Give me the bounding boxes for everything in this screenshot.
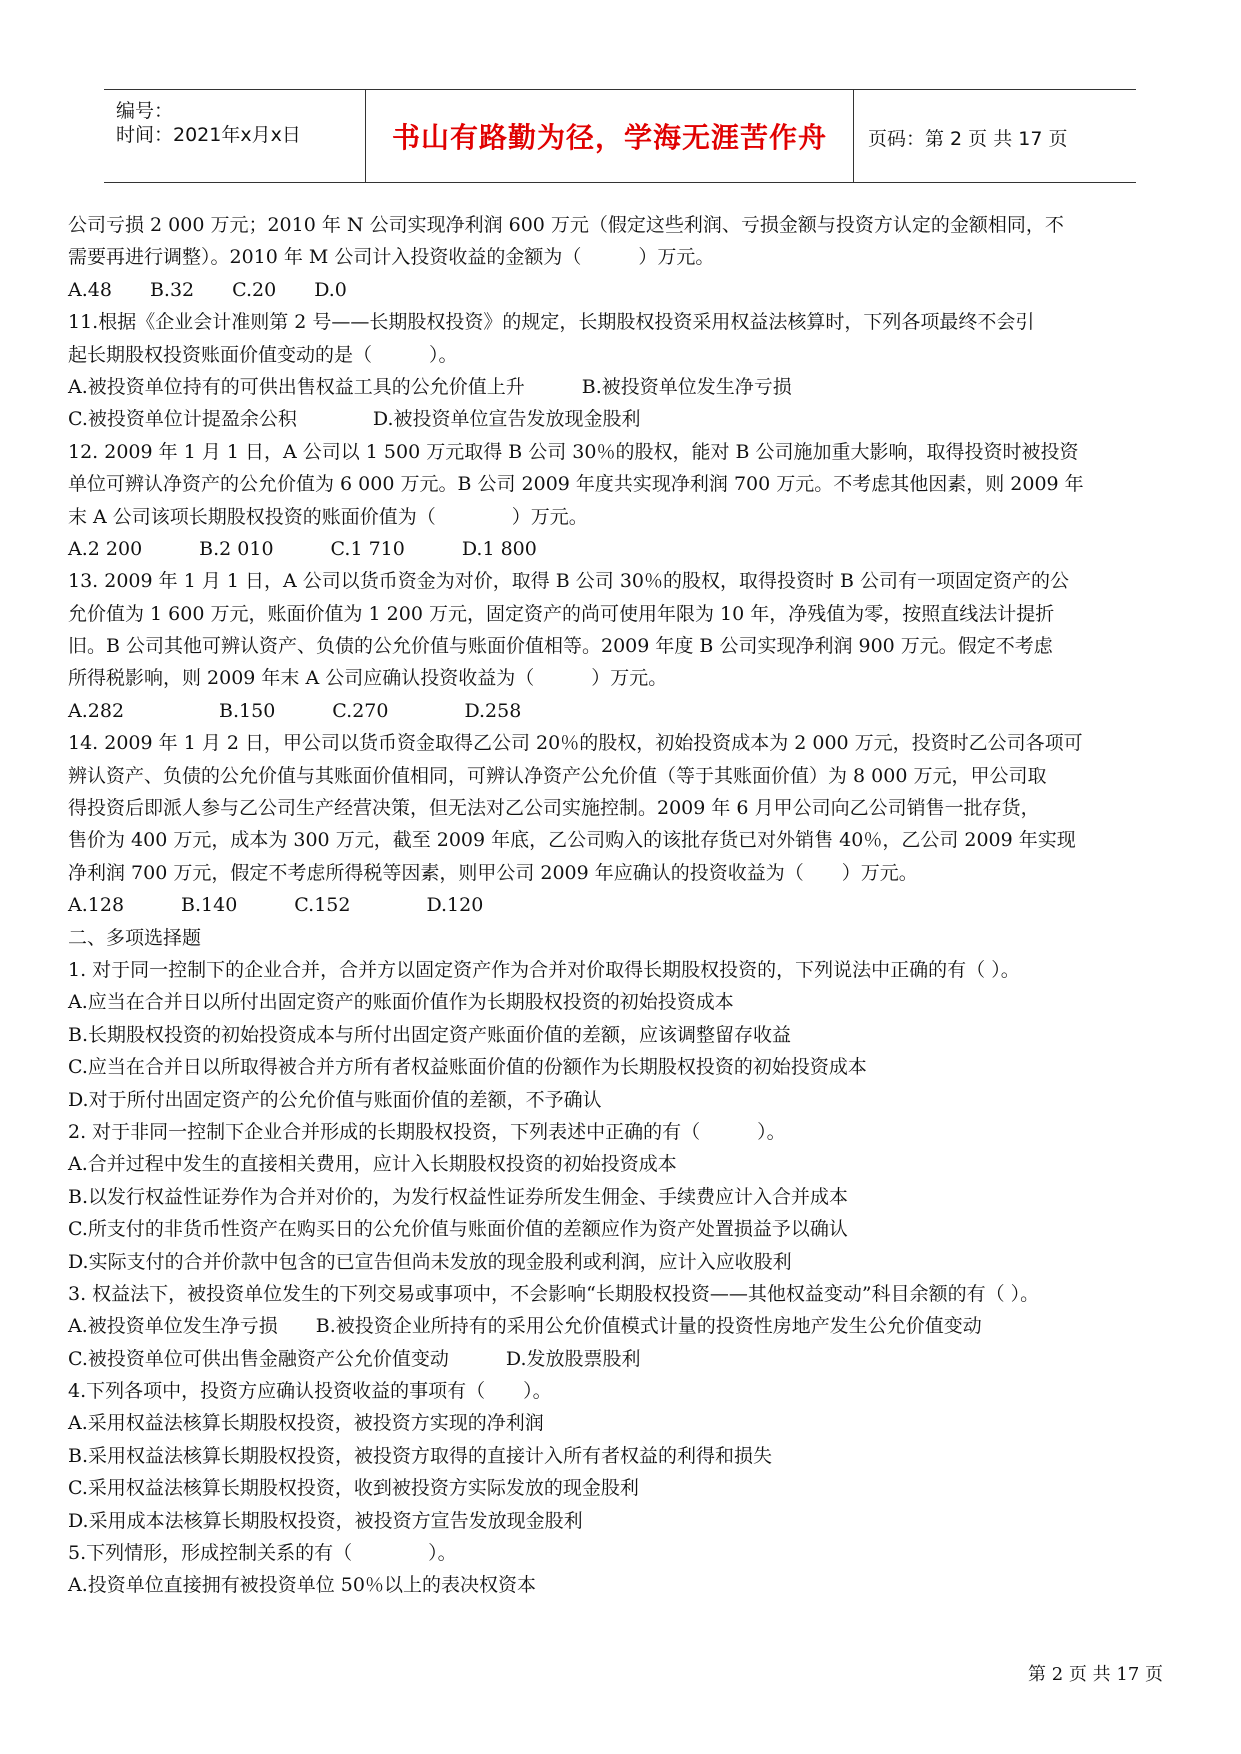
text-line: A.投资单位直接拥有被投资单位 50％以上的表决权资本 — [68, 1574, 536, 1597]
text-line: A.被投资单位持有的可供出售权益工具的公允价值上升 B.被投资单位发生净亏损 — [68, 375, 792, 398]
document-body — [68, 209, 1178, 1602]
document-number-label: 编号： — [116, 100, 174, 122]
text-line: 1. 对于同一控制下的企业合并，合并方以固定资产作为合并对价取得长期股权投资的，下列说法中正确的有（ ）。 — [68, 958, 1020, 981]
text-line: A.48 B.32 C.20 D.0 — [68, 278, 347, 301]
text-line: 14. 2009 年 1 月 2 日，甲公司以货币资金取得乙公司 20％的股权，初始投资成本为 2 000 万元，投资时乙公司各项可 — [68, 732, 1083, 755]
text-line: 4.下列各项中，投资方应确认投资收益的事项有（ ）。 — [68, 1380, 552, 1403]
header-motto-cell — [366, 90, 854, 182]
text-line: B.以发行权益性证券作为合并对价的，为发行权益性证券所发生佣金、手续费应计入合并成本 — [68, 1185, 849, 1208]
text-line: 起长期股权投资账面价值变动的是（ ）。 — [68, 343, 458, 366]
text-line: D.实际支付的合并价款中包含的已宣告但尚未发放的现金股利或利润，应计入应收股利 — [68, 1250, 792, 1273]
text-line: D.采用成本法核算长期股权投资，被投资方宣告发放现金股利 — [68, 1509, 583, 1532]
text-line: 得投资后即派人参与乙公司生产经营决策，但无法对乙公司实施控制。2009 年 6 月甲公司向乙公司销售一批存货， — [68, 797, 1040, 820]
text-line: 单位可辨认净资产的公允价值为 6 000 万元。B 公司 2009 年度共实现净利润 700 万元。不考虑其他因素，则 2009 年 — [68, 473, 1084, 496]
text-line: B.长期股权投资的初始投资成本与所付出固定资产账面价值的差额，应该调整留存收益 — [68, 1023, 792, 1046]
text-line: 售价为 400 万元，成本为 300 万元，截至 2009 年底，乙公司购入的该批存货已对外销售 40％，乙公司 2009 年实现 — [68, 829, 1076, 852]
text-line: 辨认资产、负债的公允价值与其账面价值相同，可辨认净资产公允价值（等于其账面价值）为 8 000 万元，甲公司取 — [68, 764, 1047, 787]
text-line: D.对于所付出固定资产的公允价值与账面价值的差额，不予确认 — [68, 1088, 602, 1111]
text-line: C.被投资单位计提盈余公积 D.被投资单位宣告发放现金股利 — [68, 408, 641, 431]
text-line: A.2 200 B.2 010 C.1 710 D.1 800 — [68, 537, 537, 560]
text-line: 旧。B 公司其他可辨认资产、负债的公允价值与账面价值相等。2009 年度 B 公司实现净利润 900 万元。假定不考虑 — [68, 635, 1053, 658]
text-line: C.所支付的非货币性资产在购买日的公允价值与账面价值的差额应作为资产处置损益予以确认 — [68, 1218, 848, 1241]
text-line: 11.根据《企业会计准则第 2 号——长期股权投资》的规定，长期股权投资采用权益法核算时，下列各项最终不会引 — [68, 311, 1035, 334]
header-motto: 书山有路勤为径，学海无涯苦作舟 — [391, 121, 827, 154]
text-line: 2. 对于非同一控制下企业合并形成的长期股权投资，下列表述中正确的有（ ）。 — [68, 1120, 786, 1143]
text-line: 公司亏损 2 000 万元；2010 年 N 公司实现净利润 600 万元（假定这些利润、亏损金额与投资方认定的金额相同，不 — [68, 214, 1064, 236]
text-line: A.采用权益法核算长期股权投资，被投资方实现的净利润 — [68, 1412, 544, 1435]
text-line: A.282 B.150 C.270 D.258 — [68, 699, 522, 722]
text-line: 所得税影响，则 2009 年末 A 公司应确认投资收益为（ ）万元。 — [68, 667, 668, 690]
text-line: 5.下列情形，形成控制关系的有（ ）。 — [68, 1542, 457, 1565]
header-page-number: 页码：第 2 页 共 17 页 — [868, 128, 1068, 150]
text-line: 允价值为 1 600 万元，账面价值为 1 200 万元，固定资产的尚可使用年限为 10 年，净残值为零，按照直线法计提折 — [68, 602, 1055, 625]
page-footer: 第 2 页 共 17 页 — [1028, 1664, 1163, 1685]
header-meta-cell — [104, 90, 366, 182]
text-line: C.被投资单位可供出售金融资产公允价值变动 D.发放股票股利 — [68, 1347, 641, 1370]
page-header — [104, 89, 1136, 183]
text-line: C.应当在合并日以所取得被合并方所有者权益账面价值的份额作为长期股权投资的初始投资成本 — [68, 1056, 867, 1079]
text-line: A.被投资单位发生净亏损 B.被投资企业所持有的采用公允价值模式计量的投资性房地产发生公允价值变动 — [68, 1315, 982, 1338]
text-line: 末 A 公司该项长期股权投资的账面价值为（ ）万元。 — [68, 505, 588, 528]
text-line: C.采用权益法核算长期股权投资，收到被投资方实际发放的现金股利 — [68, 1477, 639, 1500]
text-line: B.采用权益法核算长期股权投资，被投资方取得的直接计入所有者权益的利得和损失 — [68, 1444, 773, 1467]
text-line: 12. 2009 年 1 月 1 日，A 公司以 1 500 万元取得 B 公司 30％的股权，能对 B 公司施加重大影响，取得投资时被投资 — [68, 440, 1079, 463]
text-line: 3. 权益法下，被投资单位发生的下列交易或事项中，不会影响“长期股权投资——其他权益变动”科目余额的有（ ）。 — [68, 1282, 1040, 1305]
text-line: A.128 B.140 C.152 D.120 — [68, 894, 484, 917]
text-line: 需要再进行调整）。2010 年 M 公司计入投资收益的金额为（ ）万元。 — [68, 246, 715, 269]
document-time-label: 时间：2021年x月x日 — [116, 124, 301, 146]
text-line: 二、多项选择题 — [68, 926, 202, 949]
header-page-cell — [854, 90, 1136, 182]
text-line: A.应当在合并日以所付出固定资产的账面价值作为长期股权投资的初始投资成本 — [68, 991, 734, 1014]
text-line: 净利润 700 万元，假定不考虑所得税等因素，则甲公司 2009 年应确认的投资收益为（ ）万元。 — [68, 861, 918, 884]
text-line: 13. 2009 年 1 月 1 日，A 公司以货币资金为对价，取得 B 公司 30％的股权，取得投资时 B 公司有一项固定资产的公 — [68, 570, 1070, 593]
text-line: A.合并过程中发生的直接相关费用，应计入长期股权投资的初始投资成本 — [68, 1153, 677, 1176]
